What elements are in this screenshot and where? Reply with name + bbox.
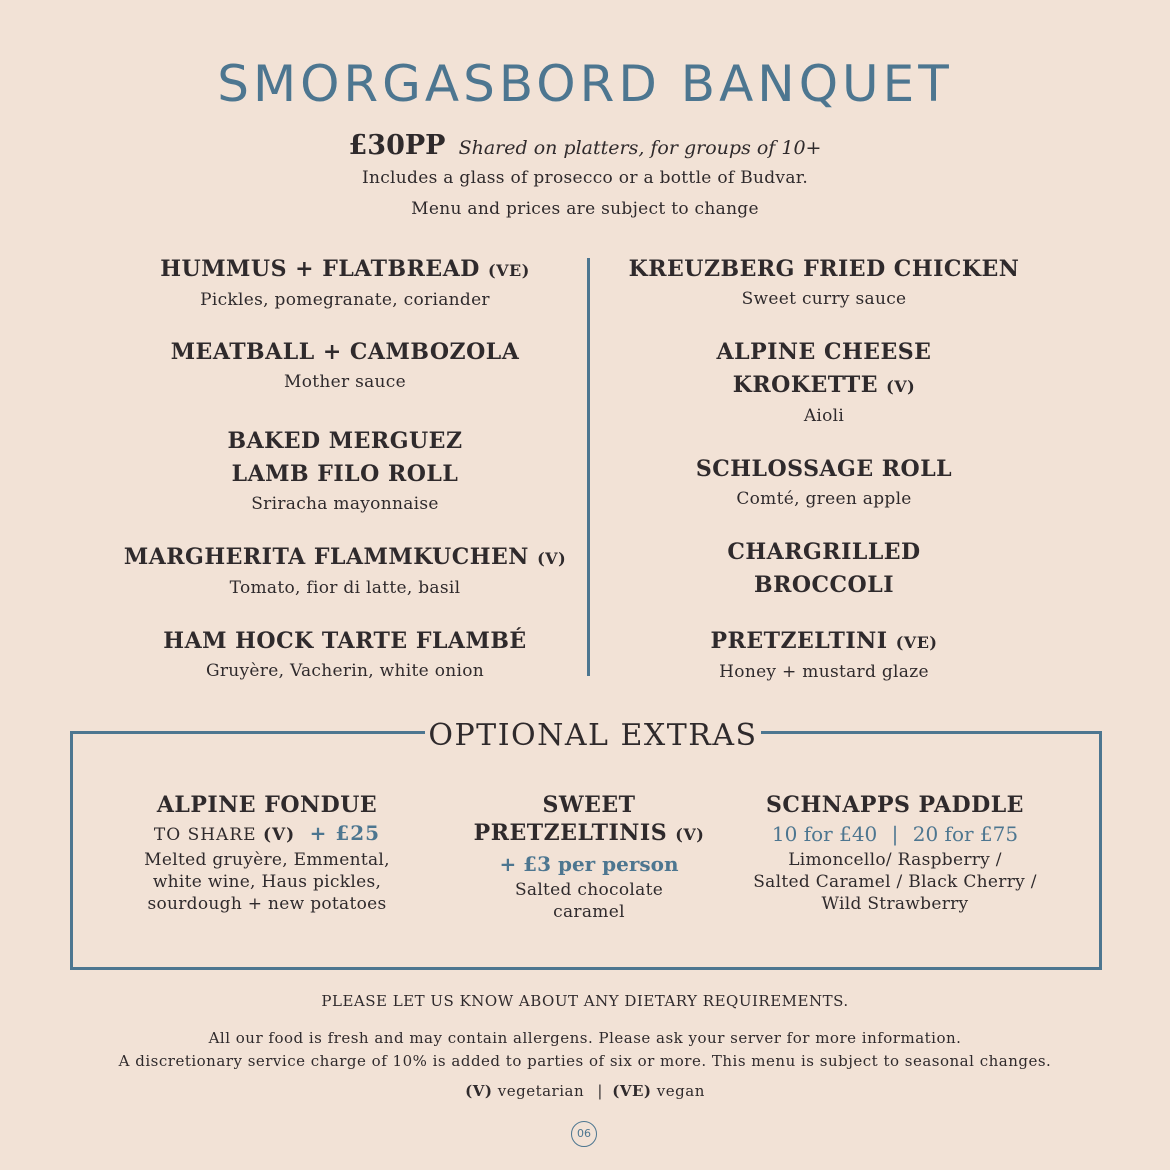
- banquet-price: £30PP: [348, 130, 446, 161]
- includes-note: Includes a glass of prosecco or a bottle of Budvar.: [361, 168, 809, 188]
- dish-item: [574, 453, 1074, 512]
- dish-name: MEATBALL + CAMBOZOLA: [170, 339, 520, 365]
- extra-name: PRETZELTINIS (V): [473, 820, 705, 846]
- price-line: [0, 130, 1170, 161]
- dish-name: KREUZBERG FRIED CHICKEN: [628, 256, 1020, 282]
- extra-name: SCHNAPPS PADDLE: [766, 792, 1024, 818]
- service-charge-note: A discretionary service charge of 10% is added to parties of six or more. This menu is subject to seasonal changes.: [118, 1052, 1052, 1070]
- diet-tag: (VE): [895, 633, 938, 652]
- diet-tag: (V): [886, 377, 916, 396]
- dish-description: Sriracha mayonnaise: [251, 494, 439, 514]
- dish-name: HAM HOCK TARTE FLAMBÉ: [163, 628, 527, 654]
- dish-name: BROCCOLI: [754, 572, 894, 598]
- extra-subtitle: TO SHARE (V) + £25: [153, 821, 381, 845]
- dish-description: Mother sauce: [283, 372, 406, 392]
- extra-price: + £25: [309, 821, 381, 845]
- extra-price: + £3 per person: [499, 852, 679, 876]
- dietary-note: PLEASE LET US KNOW ABOUT ANY DIETARY REQUIREMENTS.: [321, 992, 849, 1010]
- dish-item: [95, 425, 595, 517]
- dish-description: Pickles, pomegranate, coriander: [200, 290, 490, 310]
- dish-description: Sweet curry sauce: [741, 289, 907, 309]
- dish-name: LAMB FILO ROLL: [231, 461, 459, 487]
- menu-title: SMORGASBORD BANQUET: [217, 55, 953, 113]
- price-note: Shared on platters, for groups of 10+: [458, 137, 822, 159]
- dish-item: [95, 625, 595, 684]
- diet-tag: (V): [537, 549, 567, 568]
- dish-description: Gruyère, Vacherin, white onion: [205, 661, 485, 681]
- change-note: Menu and prices are subject to change: [411, 199, 759, 219]
- dish-item: [95, 253, 595, 313]
- dish-item: [574, 536, 1074, 602]
- optional-extras-title: OPTIONAL EXTRAS: [425, 716, 761, 756]
- dish-name: PRETZELTINI (VE): [710, 628, 938, 654]
- dish-description: Aioli: [803, 406, 845, 426]
- dish-name: MARGHERITA FLAMMKUCHEN (V): [123, 544, 567, 570]
- dish-description: Comté, green apple: [736, 489, 912, 509]
- extra-price: 10 for £40 | 20 for £75: [771, 822, 1019, 846]
- diet-key: (V) vegetarian | (VE) vegan: [465, 1082, 705, 1100]
- dish-item: [95, 336, 595, 395]
- dish-name: HUMMUS + FLATBREAD (VE): [160, 256, 530, 282]
- dish-description: Tomato, fior di latte, basil: [229, 578, 461, 598]
- extra-item-pretzeltinis: [424, 791, 754, 923]
- diet-tag: (VE): [488, 261, 530, 280]
- dish-name: ALPINE CHEESE: [716, 339, 932, 365]
- extra-description: Limoncello/ Raspberry / Salted Caramel / Black Cherry / Wild Strawberry: [753, 850, 1037, 914]
- dish-name: BAKED MERGUEZ: [227, 428, 463, 454]
- extra-name: SWEET: [542, 792, 636, 818]
- allergen-note: All our food is fresh and may contain allergens. Please ask your server for more information.: [208, 1029, 962, 1047]
- page-number: 06: [571, 1121, 597, 1147]
- extra-item-schnapps: [730, 791, 1060, 915]
- dish-name: KROKETTE (V): [732, 372, 916, 398]
- dish-item: [574, 625, 1074, 685]
- dish-item: [574, 336, 1074, 429]
- dish-description: Honey + mustard glaze: [719, 662, 929, 682]
- extra-description: Salted chocolate caramel: [514, 880, 664, 922]
- extra-name: ALPINE FONDUE: [156, 792, 378, 818]
- extra-description: Melted gruyère, Emmental, white wine, Haus pickles, sourdough + new potatoes: [144, 850, 390, 914]
- dish-name: SCHLOSSAGE ROLL: [695, 456, 953, 482]
- dish-item: [574, 253, 1074, 312]
- dish-name: CHARGRILLED: [727, 539, 921, 565]
- dish-item: [95, 541, 595, 601]
- extra-item-fondue: [102, 791, 432, 915]
